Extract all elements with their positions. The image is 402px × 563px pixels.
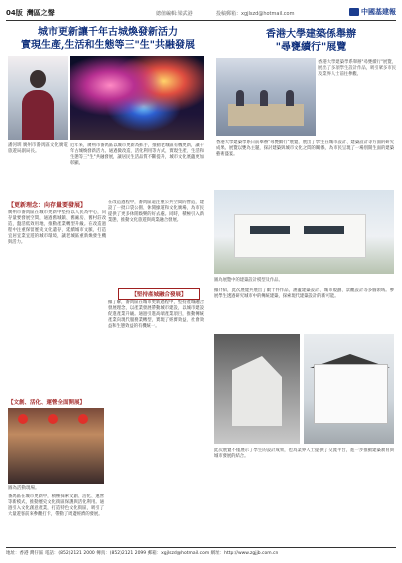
- building-caption: 圖為展覽中的建築設計模型及作品。: [214, 278, 283, 283]
- exhibition-photo: [216, 58, 316, 136]
- fireworks-photo: [70, 56, 204, 140]
- page-footer: 地址：香港 灣仔區 電話：(852)2121 2000 傳真：(852)2121 2099 郵箱：xgjlszd@hotmail.com 網址：http://www.zgjjb.com.cn: [6, 547, 396, 556]
- newspaper-logo: 中國基建報: [349, 7, 396, 17]
- left-box-head: 【堅持產城融合發展】: [118, 288, 200, 300]
- crowd-caption: 圖為活動現場。: [8, 486, 40, 491]
- exhibition-caption: 香港大學建築學系舉辦"尋甕續行"展覽，展出了多項學生設計作品，吸引眾多市民及業界人士前往參觀。: [318, 60, 396, 77]
- section-title: 灣區之聲: [26, 9, 55, 17]
- left-article-body-3: 在改造過程中，番禺區還注重公共空間的營造，建設了一批口袋公園、休閒綠道和文化廣場，為市民提供了更多休閒娛樂的好去處。同時，積極引入新業態，推動文化旅遊與商業融合發展。: [108, 200, 204, 224]
- building-model-photo: [214, 190, 394, 274]
- right-article-headline: 香港大學建築係舉辦 "尋甕續行"展覽: [266, 29, 356, 53]
- left-article-body-1: 近年來，廣州市番禺區以城市更新為抓手，推動老城區有機更新，讓千年古城煥發新活力。通過微改造、活化利用等方式，實現生產、生活和生態等三"生"共融發展，讓居民生活品質不斷提升，城市文化底蘊更加彰顯。: [70, 143, 204, 167]
- page-number: 04版: [6, 9, 23, 17]
- right-article-body-3: 此次展覽不僅展示了學生的設計成果，也為業界人士提供了交流平台，進一步推動建築教育與城市發展的結合。: [214, 448, 394, 460]
- right-article-body-1: 香港大學建築學系日前舉辦"尋甕續行"展覽，展出了學生在城市設計、建築設計等方面的研究成果。展覽以甕為主題，探討建築與城市文化之間的關係，為市民呈現了一場別開生面的建築藝術盛宴。: [216, 140, 394, 158]
- left-article-body-4: 據了解，番禺區在城市更新過程中，堅持產城融合發展理念，以產業發展帶動城市建設，以城市建設促進產業升級。通過引進高端產業項目，推動傳統產業向現代服務業轉型，實現了經濟效益、社會效益和生態效益的有機統一。: [108, 300, 204, 330]
- architecture-model-photo-2: [304, 334, 394, 444]
- logo-icon: [349, 8, 359, 16]
- left-article-headline: 城市更新讓千年古城煥發新活力 實現生產,生活和生態等三"生"共融發展: [21, 27, 195, 51]
- portrait-caption: 潘河圳 廣州市番禺區文化廣電旅遊局副局長。: [8, 143, 68, 154]
- portrait-photo: [8, 56, 68, 140]
- left-subhead-2: 【文創、活化、運營全面開展】: [8, 400, 86, 406]
- architecture-model-photo-1: [214, 334, 300, 444]
- editor-credit: 總值編輯:梁武港: [156, 10, 193, 17]
- left-article-body-2: 廣州市番禺區在城市更新中堅持以人民為中心，向存量要發展空間，通過舊城鎮、舊廠房、舊村莊改造，盤活低效用地，推動產業轉型升級。在改造過程中注重保留歷史文化遺存，延續城市文脈，打造宜居宜業宜遊的城市環境，讓老城區重新煥發生機與活力。: [8, 210, 106, 246]
- page-header: [6, 6, 396, 21]
- right-article-body-2: 據介紹，此次展覽共展出了數十件作品，涵蓋建築設計、城市規劃、景觀設計等多個領域。參展學生透過研究城市中的傳統建築，探索現代建築設計的新可能。: [214, 288, 394, 300]
- event-crowd-photo: [8, 408, 104, 484]
- submission-email: 投稿郵箱：xgjlszd@hotmail.com: [216, 10, 295, 17]
- left-article-body-5: 番禺區在城市更新中，積極探索文創、活化、運營等新模式，推動歷史文化街區保護與活化利用。通過引入文化創意產業，打造特色文化街區，吸引了大量遊客前來參觀打卡，帶動了周邊經濟的發展。: [8, 494, 104, 518]
- left-subhead-1: 【更新理念：向存量要發展】: [8, 202, 87, 209]
